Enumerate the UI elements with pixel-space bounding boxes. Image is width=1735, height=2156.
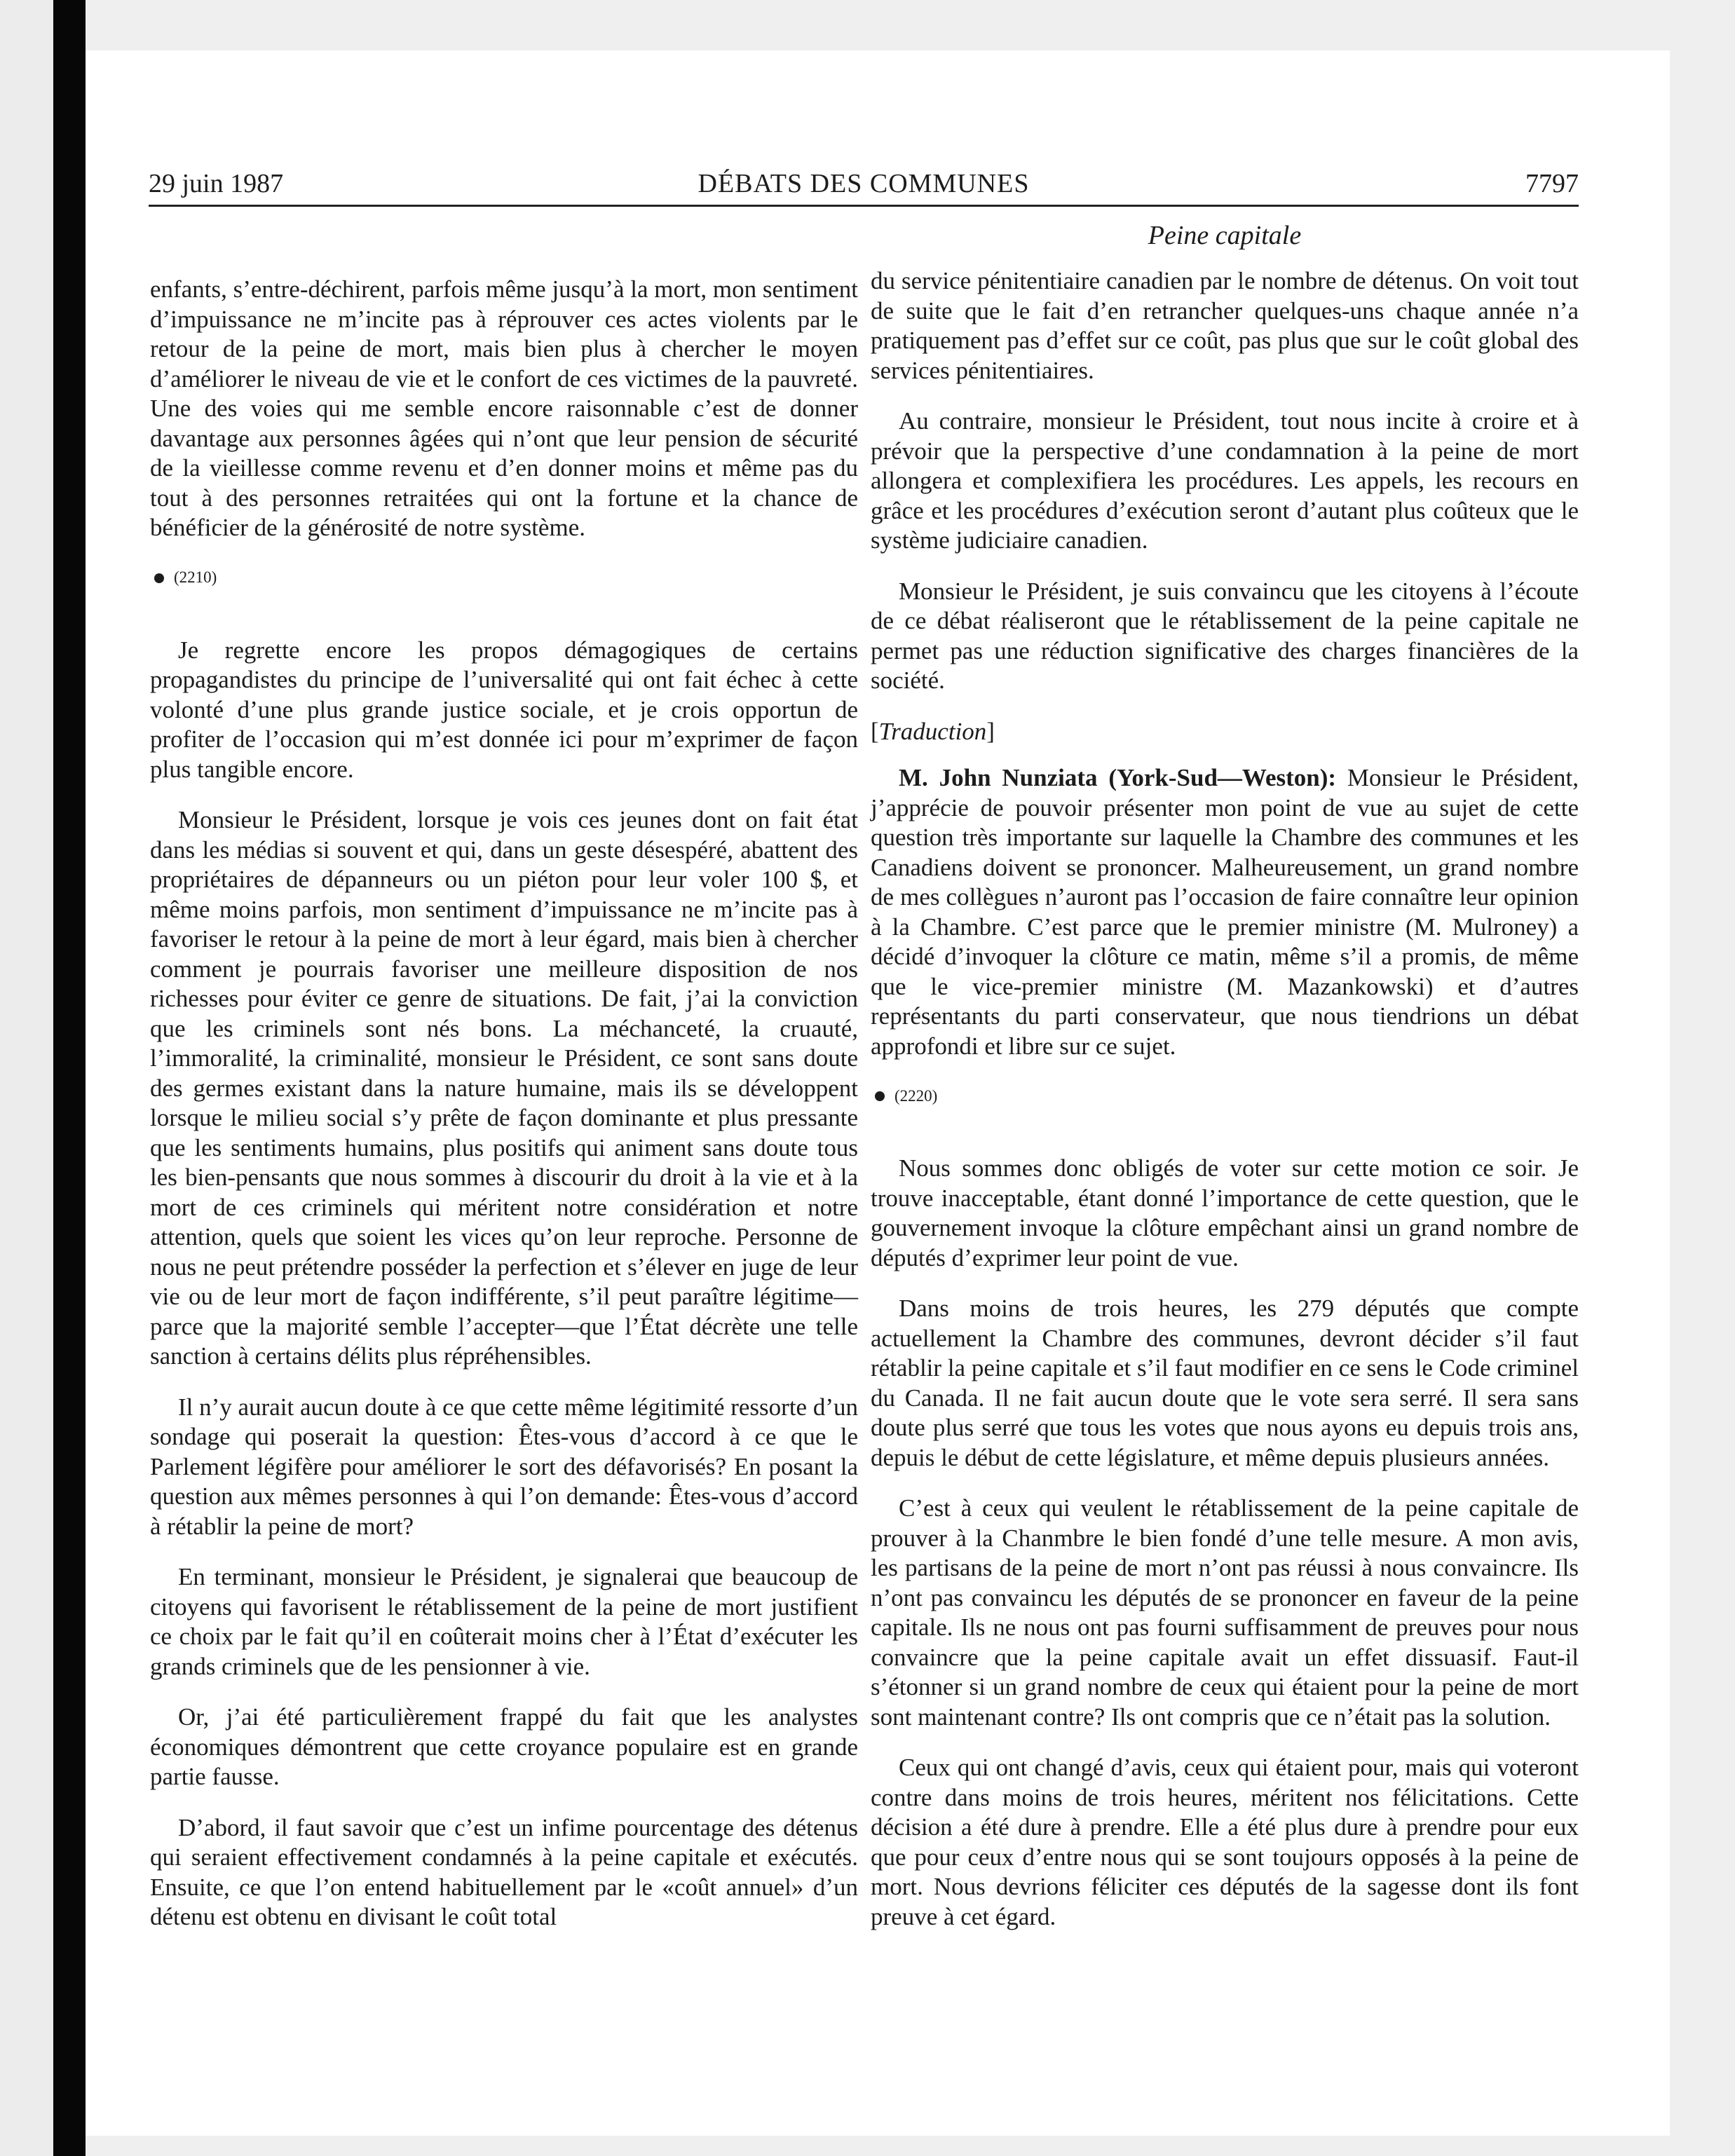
paragraph: du service pénitentiaire canadien par le nombre de détenus. On voit tout de suite que le fait d’en retrancher quelques-uns chaque année n’a pratiquement pas d’effet sur ce coût, pas plus que sur le coût global des services pénitentiaires. [871,267,1579,384]
paragraph: Dans moins de trois heures, les 279 députés que compte actuellement la Chambre des communes, devront décider s’il faut rétablir la peine capitale et s’il faut modifier en ce sens le Code criminel du Canada. Il ne fait aucun doute que le vote sera serré. Il sera sans doute plus serré que tous les votes que nous ayons eu depuis trois ans, depuis le début de cette législature, et même depuis plusieurs années. [871,1295,1579,1471]
header-rule [149,205,1579,207]
bracket-close: ] [986,717,995,745]
document-page [86,50,1670,2136]
paragraph: enfants, s’entre-déchirent, parfois même jusqu’à la mort, mon sentiment d’impuissance ne m’incite pas à réprouver ces actes violents par le retour de la peine de mort, mais bien plus à chercher le moyen d’améliorer le niveau de vie et le confort de ces victimes de la pauvreté. Une des voies qui me semble encore raisonnable c’est de donner davantage aux personnes âgées qui n’ont que leur pension de sécurité de la vieillesse comme revenu et d’en donner moins et même pas du tout à des personnes retraitées qui ont la fortune et la chance de bénéficier de la générosité de notre système. [150,275,858,541]
time-marker [875,1082,1579,1110]
bullet-icon [875,1091,885,1101]
header-title: DÉBATS DES COMMUNES [698,169,1030,198]
paragraph: Au contraire, monsieur le Président, tout nous incite à croire et à prévoir que la perspective d’une condamnation à la peine de mort allongera et complexifiera les procédures. Les appels, les recours en grâce et les procédures d’exécution seront d’autant plus coûteux que le système judiciaire canadien. [871,407,1579,554]
speaker-name: M. John Nunziata (York-Sud—Weston): [899,764,1337,791]
paragraph: Il n’y aurait aucun doute à ce que cette même légitimité ressorte d’un sondage qui poserait la question: Êtes-vous d’accord à ce que le Parlement légifère pour améliorer le sort des défavorisés? En posant la question aux mêmes personnes à qui l’on demande: Êtes-vous d’accord à rétablir la peine de mort? [150,1393,858,1540]
scan-margin [0,0,53,2156]
scan-binding-shadow [53,0,86,2156]
bracket-open: [ [871,717,879,745]
header-date: 29 juin 1987 [149,169,284,198]
time-marker-text: (2210) [174,568,217,587]
paragraph: En terminant, monsieur le Président, je signalerai que beaucoup de citoyens qui favorisent le rétablissement de la peine de mort justifient ce choix par le fait qu’il en coûterait moins cher à l’État d’exécuter les grands criminels que de les pensionner à vie. [150,1563,858,1680]
paragraph: Nous sommes donc obligés de voter sur cette motion ce soir. Je trouve inacceptable, étant donné l’importance de cette question, que le gouvernement invoque la clôture empêchant ainsi un grand nombre de députés d’exprimer leur point de vue. [871,1154,1579,1271]
time-marker-text: (2220) [894,1086,938,1105]
paragraph: Or, j’ai été particulièrement frappé du fait que les analystes économiques démontrent que cette croyance populaire est en grande partie fausse. [150,1703,858,1790]
paragraph: D’abord, il faut savoir que c’est un infime pourcentage des détenus qui seraient effectivement condamnés à la peine capitale et exécutés. Ensuite, ce que l’on entend habituellement par le «coût annuel» d’un détenu est obtenu en divisant le coût total [150,1813,858,1930]
right-column [871,266,1579,1953]
speech-text: Monsieur le Président, j’apprécie de pouvoir présenter mon point de vue au sujet de cette question très importante sur laquelle la Chambre des communes et les Canadiens doivent se prononcer. Malheureusement, un grand nombre de mes collègues n’auront pas l’occasion de faire connaître leur opinion à la Chambre. C’est parce que le premier ministre (M. Mulroney) a décidé d’invoquer la clôture ce matin, même s’il a promis, de même que le vice-premier ministre (M. Mazankowski) et d’autres représentants du parti conservateur, que nous tiendrions un débat approfondi et libre sur ce sujet. [871,764,1579,1060]
bullet-icon [154,573,164,583]
running-head: Peine capitale [1148,221,1302,250]
header-page-number: 7797 [1525,169,1579,198]
paragraph: Monsieur le Président, je suis convaincu que les citoyens à l’écoute de ce débat réaliseront que le rétablissement de la peine capitale ne permet pas une réduction significative des charges financières de la société. [871,577,1579,694]
speech-paragraph [871,763,1579,1061]
paragraph: Ceux qui ont changé d’avis, ceux qui étaient pour, mais qui voteront contre dans moins de trois heures, méritent nos félicitations. Cette décision a été dure à prendre. Elle a été plus dure à prendre pour eux que pour ceux d’entre nous qui se sont toujours opposés à la peine de mort. Nous devrions féliciter ces députés de la sagesse dont ils font preuve à cet égard. [871,1754,1579,1930]
left-column [150,275,858,1953]
paragraph: C’est à ceux qui veulent le rétablissement de la peine capitale de prouver à la Chanmbre le bien fondé d’une telle mesure. A mon avis, les partisans de la peine de mort n’ont pas réussi à nous convaincre. Ils n’ont pas convaincu les députés de se prononcer en faveur de la peine capitale. Ils ne nous ont pas fourni suffisamment de preuves pour nous convaincre que la peine capitale avait un effet dissuasif. Faut-il s’étonner si un grand nombre de ceux qui étaient pour la peine de mort sont maintenant contre? Ils ont compris que ce n’était pas la solution. [871,1494,1579,1731]
page-header [149,168,1579,217]
paragraph: Je regrette encore les propos démagogiques de certains propagandistes du principe de l’universalité qui ont fait échec à cette volonté d’une plus grande justice sociale, et je crois opportun de profiter de l’occasion qui m’est donnée ici pour m’exprimer de façon plus tangible encore. [150,636,858,783]
translation-label: Traduction [878,717,987,745]
translation-note [871,717,1579,747]
time-marker [154,564,858,592]
paragraph: Monsieur le Président, lorsque je vois ces jeunes dont on fait état dans les médias si souvent et qui, dans un geste désespéré, abattent des propriétaires de dépanneurs ou un piéton pour leur voler 100 $, et même moins parfois, mon sentiment d’impuissance ne m’incite pas à favoriser le retour à la peine de mort à leur égard, mais bien à chercher comment je pourrais favoriser une meilleure disposition de nos richesses pour éviter ce genre de situations. De fait, j’ai la conviction que les criminels sont nés bons. La méchanceté, la cruauté, l’immoralité, la criminalité, monsieur le Président, ce sont sans doute des germes existant dans la nature humaine, mais ils se développent lorsque le milieu social s’y prête de façon dominante et plus pressante que les sentiments humains, plus positifs qui animent sans doute tous les bien-pensants que nous sommes à discourir du droit à la vie et à la mort de ces criminels qui méritent notre considération et notre attention, quels que soient les vices qu’on leur reproche. Personne de nous ne peut prétendre posséder la perfection et s’élever en juge de leur vie ou de leur mort de façon indifférente, s’il peut paraître légitime—parce que la majorité semble l’accepter—que l’État décrète une telle sanction à certains délits plus répréhensibles. [150,806,858,1370]
